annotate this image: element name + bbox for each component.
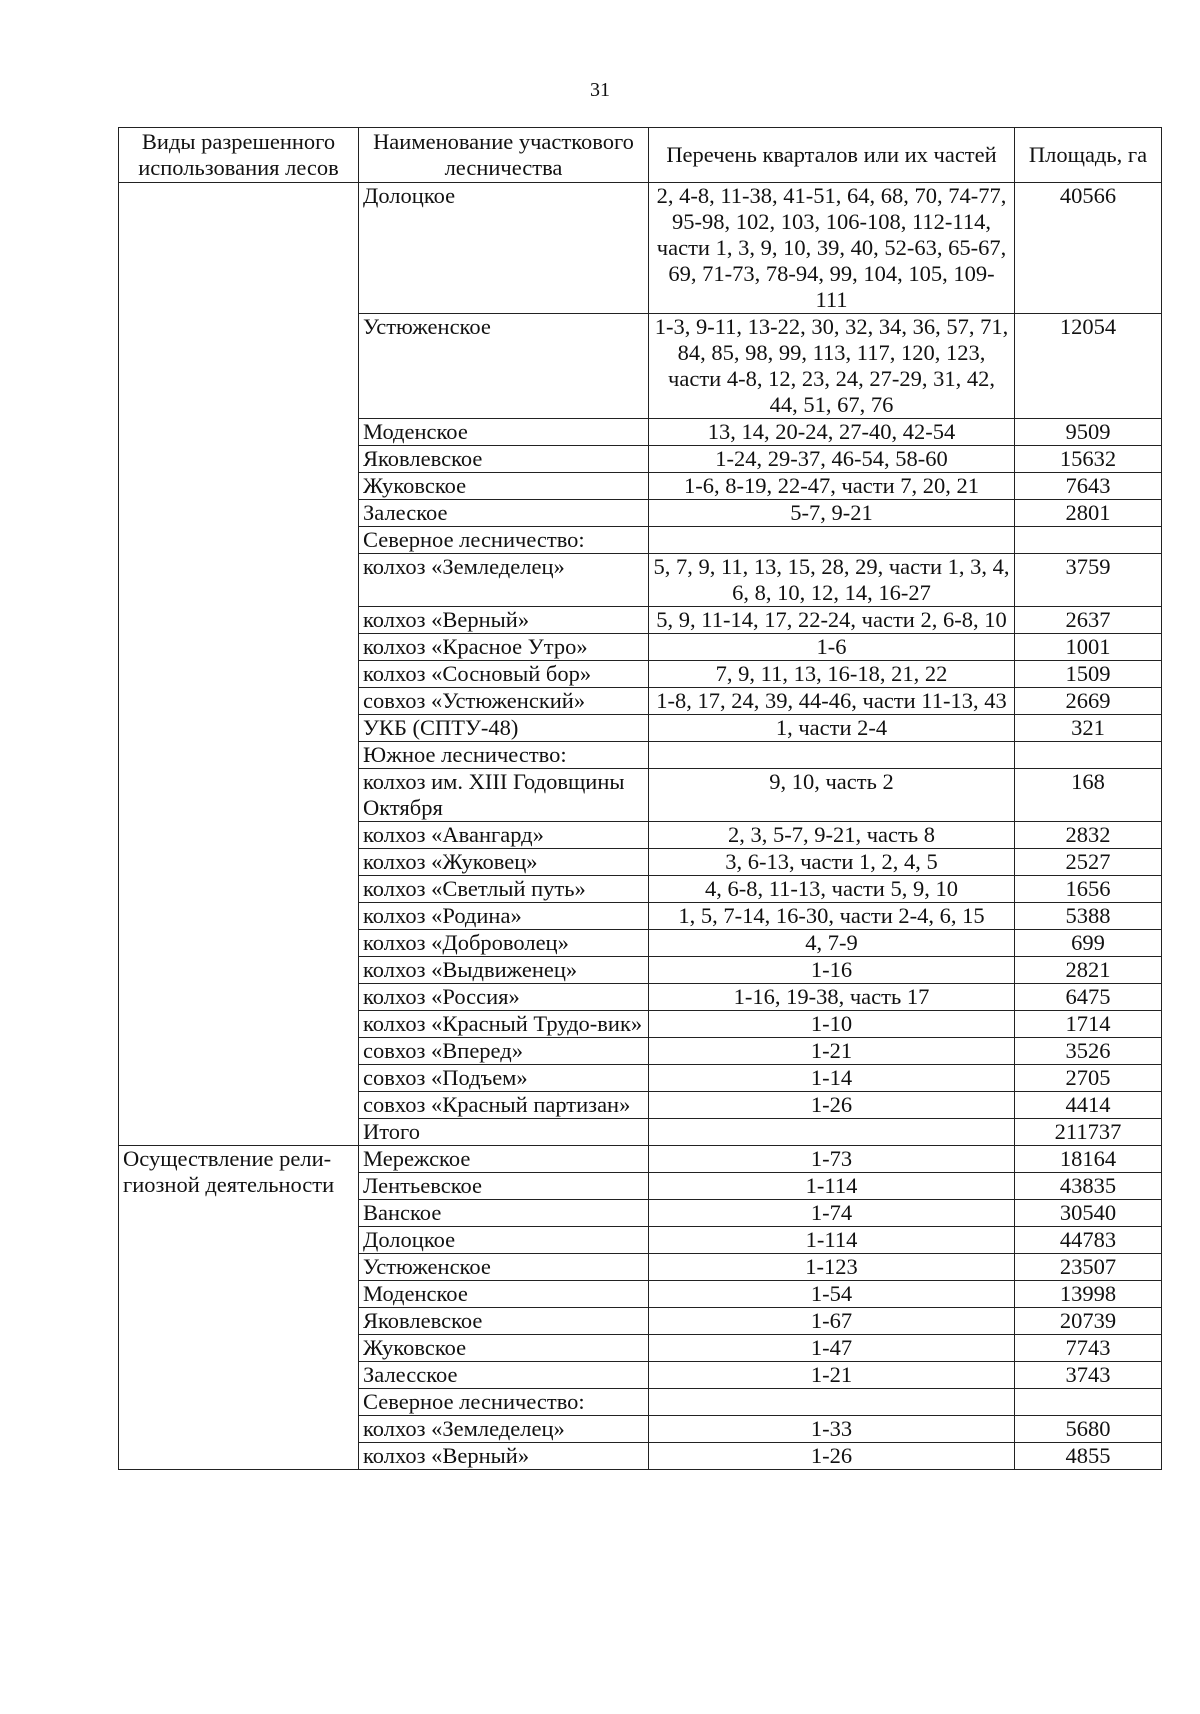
blocks-cell bbox=[649, 1119, 1015, 1146]
forest-use-table bbox=[118, 127, 1162, 1470]
area-cell: 699 bbox=[1015, 930, 1162, 957]
use-type-cell: Осуществление рели-гиозной деятельности bbox=[119, 1146, 359, 1470]
blocks-cell: 5, 9, 11-14, 17, 22-24, части 2, 6-8, 10 bbox=[649, 607, 1015, 634]
area-cell: 2821 bbox=[1015, 957, 1162, 984]
header-area: Площадь, га bbox=[1015, 128, 1162, 183]
forestry-name-cell: Яковлевское bbox=[359, 1308, 649, 1335]
forestry-name-cell: колхоз «Родина» bbox=[359, 903, 649, 930]
header-row bbox=[119, 128, 1162, 183]
blocks-cell: 1-14 bbox=[649, 1065, 1015, 1092]
blocks-cell bbox=[649, 742, 1015, 769]
area-cell: 1656 bbox=[1015, 876, 1162, 903]
blocks-cell: 1-6 bbox=[649, 634, 1015, 661]
forestry-name-cell: колхоз «Светлый путь» bbox=[359, 876, 649, 903]
forestry-name-cell: Залеское bbox=[359, 500, 649, 527]
forestry-name-cell: Яковлевское bbox=[359, 446, 649, 473]
blocks-cell: 1-16 bbox=[649, 957, 1015, 984]
area-cell: 321 bbox=[1015, 715, 1162, 742]
area-cell: 1714 bbox=[1015, 1011, 1162, 1038]
area-cell: 7743 bbox=[1015, 1335, 1162, 1362]
area-cell: 18164 bbox=[1015, 1146, 1162, 1173]
page-number: 31 bbox=[590, 79, 610, 101]
area-cell: 3743 bbox=[1015, 1362, 1162, 1389]
blocks-cell: 2, 3, 5-7, 9-21, часть 8 bbox=[649, 822, 1015, 849]
blocks-cell: 1-16, 19-38, часть 17 bbox=[649, 984, 1015, 1011]
forestry-name-cell: совхоз «Устюженский» bbox=[359, 688, 649, 715]
area-cell: 12054 bbox=[1015, 314, 1162, 419]
forestry-name-cell: колхоз «Жуковец» bbox=[359, 849, 649, 876]
area-cell: 6475 bbox=[1015, 984, 1162, 1011]
blocks-cell: 5, 7, 9, 11, 13, 15, 28, 29, части 1, 3, 4, 6, 8, 10, 12, 14, 16-27 bbox=[649, 554, 1015, 607]
area-cell: 2669 bbox=[1015, 688, 1162, 715]
blocks-cell: 1-123 bbox=[649, 1254, 1015, 1281]
blocks-cell: 13, 14, 20-24, 27-40, 42-54 bbox=[649, 419, 1015, 446]
blocks-cell: 1-24, 29-37, 46-54, 58-60 bbox=[649, 446, 1015, 473]
forestry-name-cell: Устюженское bbox=[359, 314, 649, 419]
forestry-name-cell: колхоз «Красный Трудо-вик» bbox=[359, 1011, 649, 1038]
forestry-name-cell: Мережское bbox=[359, 1146, 649, 1173]
area-cell: 3526 bbox=[1015, 1038, 1162, 1065]
area-cell bbox=[1015, 1389, 1162, 1416]
area-cell: 2801 bbox=[1015, 500, 1162, 527]
area-cell: 7643 bbox=[1015, 473, 1162, 500]
blocks-cell: 9, 10, часть 2 bbox=[649, 769, 1015, 822]
area-cell: 5388 bbox=[1015, 903, 1162, 930]
blocks-cell: 1-26 bbox=[649, 1092, 1015, 1119]
forestry-name-cell: Северное лесничество: bbox=[359, 1389, 649, 1416]
blocks-cell: 1-8, 17, 24, 39, 44-46, части 11-13, 43 bbox=[649, 688, 1015, 715]
forestry-name-cell: Южное лесничество: bbox=[359, 742, 649, 769]
forestry-name-cell: Жуковское bbox=[359, 1335, 649, 1362]
use-type-cell bbox=[119, 183, 359, 1146]
forestry-name-cell: колхоз «Верный» bbox=[359, 607, 649, 634]
header-blocks: Перечень кварталов или их частей bbox=[649, 128, 1015, 183]
area-cell: 1001 bbox=[1015, 634, 1162, 661]
area-cell: 4855 bbox=[1015, 1443, 1162, 1470]
forestry-name-cell: Северное лесничество: bbox=[359, 527, 649, 554]
blocks-cell: 1-3, 9-11, 13-22, 30, 32, 34, 36, 57, 71, 84, 85, 98, 99, 113, 117, 120, 123, части 4-8, 12, 23, 24, 27-29, 31, 42, 44, 51, 67, 76 bbox=[649, 314, 1015, 419]
blocks-cell bbox=[649, 1389, 1015, 1416]
blocks-cell: 1-114 bbox=[649, 1227, 1015, 1254]
blocks-cell: 2, 4-8, 11-38, 41-51, 64, 68, 70, 74-77, 95-98, 102, 103, 106-108, 112-114, части 1, 3, 9, 10, 39, 40, 52-63, 65-67, 69, 71-73, 78-94, 99, 104, 105, 109-111 bbox=[649, 183, 1015, 314]
area-cell: 43835 bbox=[1015, 1173, 1162, 1200]
forestry-name-cell: колхоз «Верный» bbox=[359, 1443, 649, 1470]
forestry-name-cell: колхоз «Россия» bbox=[359, 984, 649, 1011]
forestry-name-cell: колхоз им. XIII Годовщины Октября bbox=[359, 769, 649, 822]
forestry-name-cell: колхоз «Выдвиженец» bbox=[359, 957, 649, 984]
blocks-cell: 4, 7-9 bbox=[649, 930, 1015, 957]
forestry-name-cell: Моденское bbox=[359, 1281, 649, 1308]
blocks-cell: 4, 6-8, 11-13, части 5, 9, 10 bbox=[649, 876, 1015, 903]
area-cell bbox=[1015, 527, 1162, 554]
area-cell: 9509 bbox=[1015, 419, 1162, 446]
forestry-name-cell: Жуковское bbox=[359, 473, 649, 500]
area-cell: 40566 bbox=[1015, 183, 1162, 314]
blocks-cell: 3, 6-13, части 1, 2, 4, 5 bbox=[649, 849, 1015, 876]
blocks-cell: 1-6, 8-19, 22-47, части 7, 20, 21 bbox=[649, 473, 1015, 500]
blocks-cell: 1-21 bbox=[649, 1038, 1015, 1065]
forestry-name-cell: колхоз «Земледелец» bbox=[359, 554, 649, 607]
forestry-name-cell: Моденское bbox=[359, 419, 649, 446]
blocks-cell: 1-10 bbox=[649, 1011, 1015, 1038]
forestry-name-cell: колхоз «Красное Утро» bbox=[359, 634, 649, 661]
forestry-name-cell: Долоцкое bbox=[359, 183, 649, 314]
forestry-name-cell: Итого bbox=[359, 1119, 649, 1146]
area-cell: 2832 bbox=[1015, 822, 1162, 849]
blocks-cell: 1-73 bbox=[649, 1146, 1015, 1173]
forestry-name-cell: Устюженское bbox=[359, 1254, 649, 1281]
blocks-cell: 1-26 bbox=[649, 1443, 1015, 1470]
area-cell: 23507 bbox=[1015, 1254, 1162, 1281]
table-row bbox=[119, 1146, 1162, 1173]
blocks-cell: 5-7, 9-21 bbox=[649, 500, 1015, 527]
forestry-name-cell: Долоцкое bbox=[359, 1227, 649, 1254]
header-forestry-name: Наименование участкового лесничества bbox=[359, 128, 649, 183]
forestry-name-cell: колхоз «Авангард» bbox=[359, 822, 649, 849]
forestry-name-cell: совхоз «Красный партизан» bbox=[359, 1092, 649, 1119]
area-cell: 13998 bbox=[1015, 1281, 1162, 1308]
forestry-name-cell: УКБ (СПТУ-48) bbox=[359, 715, 649, 742]
header-use: Виды разрешенного использования лесов bbox=[119, 128, 359, 183]
blocks-cell bbox=[649, 527, 1015, 554]
area-cell: 2705 bbox=[1015, 1065, 1162, 1092]
blocks-cell: 1, части 2-4 bbox=[649, 715, 1015, 742]
forestry-name-cell: Залесское bbox=[359, 1362, 649, 1389]
area-cell: 2527 bbox=[1015, 849, 1162, 876]
area-cell: 3759 bbox=[1015, 554, 1162, 607]
forestry-name-cell: Лентьевское bbox=[359, 1173, 649, 1200]
blocks-cell: 1-47 bbox=[649, 1335, 1015, 1362]
area-cell bbox=[1015, 742, 1162, 769]
area-cell: 2637 bbox=[1015, 607, 1162, 634]
forestry-name-cell: Ванское bbox=[359, 1200, 649, 1227]
area-cell: 5680 bbox=[1015, 1416, 1162, 1443]
table-row bbox=[119, 183, 1162, 314]
area-cell: 4414 bbox=[1015, 1092, 1162, 1119]
forestry-name-cell: совхоз «Вперед» bbox=[359, 1038, 649, 1065]
forestry-name-cell: совхоз «Подъем» bbox=[359, 1065, 649, 1092]
area-cell: 30540 bbox=[1015, 1200, 1162, 1227]
blocks-cell: 1-33 bbox=[649, 1416, 1015, 1443]
area-cell: 211737 bbox=[1015, 1119, 1162, 1146]
area-cell: 168 bbox=[1015, 769, 1162, 822]
forestry-name-cell: колхоз «Доброволец» bbox=[359, 930, 649, 957]
blocks-cell: 1-74 bbox=[649, 1200, 1015, 1227]
area-cell: 44783 bbox=[1015, 1227, 1162, 1254]
blocks-cell: 1-67 bbox=[649, 1308, 1015, 1335]
area-cell: 15632 bbox=[1015, 446, 1162, 473]
blocks-cell: 7, 9, 11, 13, 16-18, 21, 22 bbox=[649, 661, 1015, 688]
area-cell: 20739 bbox=[1015, 1308, 1162, 1335]
blocks-cell: 1-21 bbox=[649, 1362, 1015, 1389]
forestry-name-cell: колхоз «Земледелец» bbox=[359, 1416, 649, 1443]
forestry-name-cell: колхоз «Сосновый бор» bbox=[359, 661, 649, 688]
blocks-cell: 1, 5, 7-14, 16-30, части 2-4, 6, 15 bbox=[649, 903, 1015, 930]
table-header bbox=[119, 128, 1162, 183]
blocks-cell: 1-114 bbox=[649, 1173, 1015, 1200]
table-body bbox=[119, 183, 1162, 1470]
blocks-cell: 1-54 bbox=[649, 1281, 1015, 1308]
area-cell: 1509 bbox=[1015, 661, 1162, 688]
